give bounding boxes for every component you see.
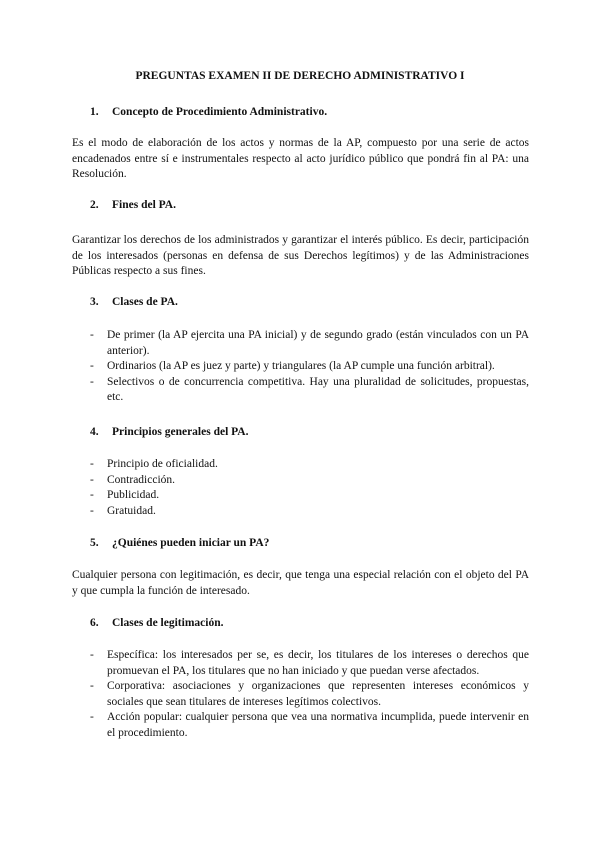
bullet-dash: - (90, 375, 94, 388)
bullet-dash: - (90, 360, 94, 372)
list-item: - Específica: los interesados per se, es decir, los titulares de los intereses o derechos que promuevan el PA, los titulares que no han iniciado y que puedan verse afectados. (90, 649, 529, 677)
list-item: - Publicidad. (0, 488, 529, 504)
section-5-heading (90, 537, 269, 549)
section-1-title: Concepto de Procedimiento Administrativo. (112, 106, 328, 118)
section-5-title: ¿Quiénes pueden iniciar un PA? (112, 537, 270, 549)
section-6-title: Clases de legitimación. (112, 617, 224, 629)
bullet-dash: - (90, 649, 94, 661)
section-4-heading (90, 426, 249, 438)
list-item: - Corporativa: asociaciones y organizaciones que representen intereses económicos y sociales que sean titulares de intereses legítimos colectivos. (90, 680, 529, 708)
section-1-number: 1. (90, 106, 99, 118)
document-title: PREGUNTAS EXAMEN II DE DERECHO ADMINISTRATIVO I (135, 70, 465, 82)
list-item: - Selectivos o de concurrencia competitiva. Hay una pluralidad de solicitudes, propuestas, etc. (90, 375, 529, 403)
section-6-heading (90, 617, 223, 629)
section-1-heading (90, 106, 327, 118)
section-1-paragraph: Es el modo de elaboración de los actos y normas de la AP, compuesto por una serie de actos encadenados entre sí e instrumentales respecto al acto jurídico público que pondrá fin al PA: una Resolución. (72, 137, 529, 180)
section-5-paragraph: Cualquier persona con legitimación, es decir, que tenga una especial relación con el objeto del PA y que cumpla la función de interesado. (72, 569, 529, 597)
section-4-number: 4. (90, 426, 99, 438)
section-3-number: 3. (90, 296, 99, 308)
bullet-dash: - (90, 711, 94, 723)
bullet-dash: - (90, 458, 94, 470)
list-item: - Principio de oficialidad. (0, 457, 529, 473)
section-4-title: Principios generales del PA. (112, 426, 249, 438)
bullet-dash: - (90, 473, 94, 486)
section-3-title: Clases de PA. (112, 296, 178, 308)
bullet-dash: - (90, 680, 94, 692)
list-item: - Gratuidad. (0, 504, 529, 520)
section-2-heading (90, 199, 176, 211)
section-3-list (0, 328, 600, 406)
section-3-heading (90, 296, 178, 308)
list-item: - Acción popular: cualquier persona que vea una normativa incumplida, puede intervenir en el procedimiento. (90, 711, 529, 739)
bullet-dash: - (90, 504, 94, 517)
section-5-number: 5. (90, 537, 99, 549)
section-2-number: 2. (90, 199, 99, 211)
list-item: - Contradicción. (0, 473, 529, 489)
section-6-list (0, 648, 600, 741)
section-6-number: 6. (90, 617, 99, 629)
section-2-title: Fines del PA. (112, 199, 176, 211)
bullet-dash: - (90, 329, 94, 341)
section-4-list (0, 457, 600, 519)
list-item: - Ordinarios (la AP es juez y parte) y triangulares (la AP cumple una función arbitral). (0, 359, 529, 375)
bullet-dash: - (90, 489, 94, 501)
section-2-paragraph: Garantizar los derechos de los administrados y garantizar el interés público. Es decir, participación de los interesados (personas en defensa de sus Derechos legítimos) y de las Administraciones Públicas respecto a sus fines. (72, 234, 529, 277)
list-item: - De primer (la AP ejercita una PA inicial) y de segundo grado (están vinculados con un PA anterior). (90, 329, 529, 357)
